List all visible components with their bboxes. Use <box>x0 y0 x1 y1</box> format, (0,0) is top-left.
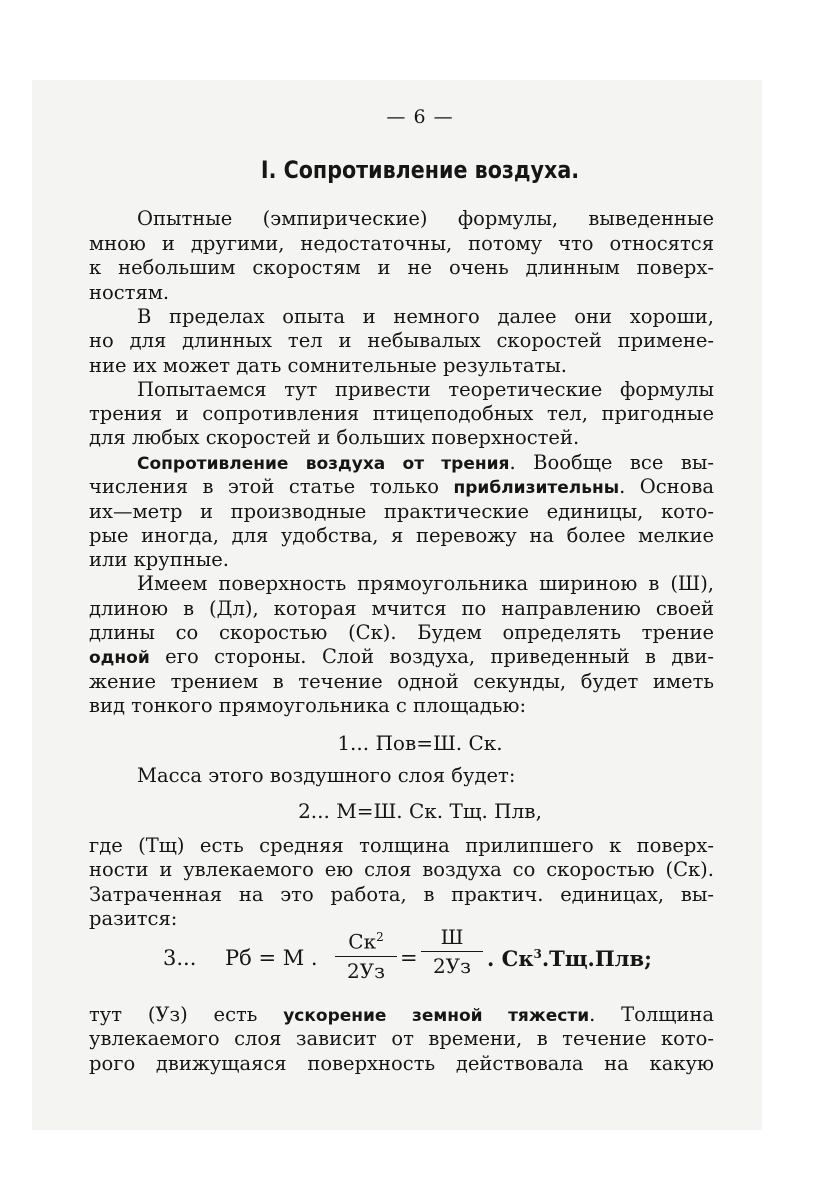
fraction-denominator: 2Уз <box>432 954 472 978</box>
text-line: ности и увлекаемого ею слоя воздуха со скоростью (Ск). <box>89 858 714 881</box>
text-line: мною и другими, недостаточны, потому что относятся <box>89 232 714 255</box>
fraction-bar <box>335 956 397 957</box>
text-line: жение трением в течение одной секунды, будет иметь <box>89 670 714 693</box>
text-line: Имеем поверхность прямоугольника шириною в (Ш), <box>137 572 714 595</box>
formula-label: 3... <box>163 946 197 970</box>
text-line: Попытаемся тут привести теоретические формулы <box>137 378 714 401</box>
text-run: . Толщина <box>589 1003 714 1026</box>
text-line: для любых скоростей и больших поверхностей. <box>89 426 580 449</box>
text-line: длины со скоростью (Ск). Будем определять трение <box>89 621 714 644</box>
fraction-1 <box>335 925 397 983</box>
text-line: ностям. <box>89 281 170 304</box>
text-line <box>89 475 714 500</box>
text-run: тут (Уз) есть <box>89 1003 284 1026</box>
fraction-bar <box>421 951 483 952</box>
bold-term: приблизительны <box>453 478 620 498</box>
text-line: их—метр и производные практические единицы, кото- <box>89 500 714 523</box>
text-line: или крупные. <box>89 548 229 571</box>
tail-text: . Ск <box>487 946 534 971</box>
tail-end-text: .Тщ.Плв; <box>541 946 652 971</box>
text-run: . Основа <box>619 475 714 498</box>
text-line <box>89 451 714 476</box>
text-line: Опытные (эмпирические) формулы, выведенные <box>137 207 714 230</box>
text-line: ние их может дать сомнительные результаты. <box>89 354 567 377</box>
text-run: числения в этой статье только <box>89 475 454 498</box>
text-line: разится: <box>89 907 178 930</box>
bold-term: Сопротивление воздуха от трения <box>137 454 510 474</box>
text-line: рые иногда, для удобства, я перевожу на более мелкие <box>89 524 714 547</box>
exponent: 3 <box>533 947 542 961</box>
fraction-denominator: 2Уз <box>346 958 386 983</box>
equals-sign: = <box>400 946 418 970</box>
numerator-text: Ск <box>348 929 377 954</box>
text-line: но для длинных тел и небывалых скоростей примене- <box>89 329 714 352</box>
text-run: его стороны. Слой воздуха, приведенный в дви- <box>149 645 714 668</box>
text-line: вид тонкого прямоугольника с площадью: <box>89 694 527 717</box>
text-line: где (Тщ) есть средняя толщина прилипшего к поверх- <box>89 834 714 857</box>
fraction-numerator: Ш <box>440 925 464 949</box>
exponent: 2 <box>376 930 384 944</box>
fraction-2 <box>421 925 483 978</box>
text-line: трения и сопротивления птицеподобных тел, пригодные <box>89 402 714 425</box>
text-line: рого движущаяся поверхность действовала на какую <box>89 1052 714 1075</box>
formula-lhs: Рб = М . <box>225 946 318 970</box>
formula-3 <box>163 925 723 991</box>
text-line <box>89 645 714 670</box>
bold-term: одной <box>89 648 150 668</box>
text-line: В пределах опыта и немного далее они хороши, <box>137 305 714 328</box>
text-line: Затраченная на это работа, в практич. единицах, вы- <box>89 883 714 906</box>
formula-tail <box>487 946 652 971</box>
text-line: увлекаемого слоя зависит от времени, в течение кото- <box>89 1027 714 1050</box>
text-line <box>89 1003 714 1028</box>
text-run: . Вообще все вы- <box>509 451 714 474</box>
page-number: — 6 — <box>386 106 454 128</box>
fraction-numerator <box>335 925 397 954</box>
paragraph-6: Масса этого воздушного слоя будет: <box>137 764 516 787</box>
bold-term: ускорение земной тяжести <box>283 1006 590 1026</box>
text-line: длиною в (Дл), которая мчится по направлению своей <box>89 597 714 620</box>
formula-2: 2... М=Ш. Ск. Тщ. Плв, <box>298 799 542 823</box>
formula-1: 1... Пов=Ш. Ск. <box>337 731 503 755</box>
text-line: к небольшим скоростям и не очень длинным поверх- <box>89 256 714 279</box>
section-title: I. Сопротивление воздуха. <box>260 156 580 184</box>
